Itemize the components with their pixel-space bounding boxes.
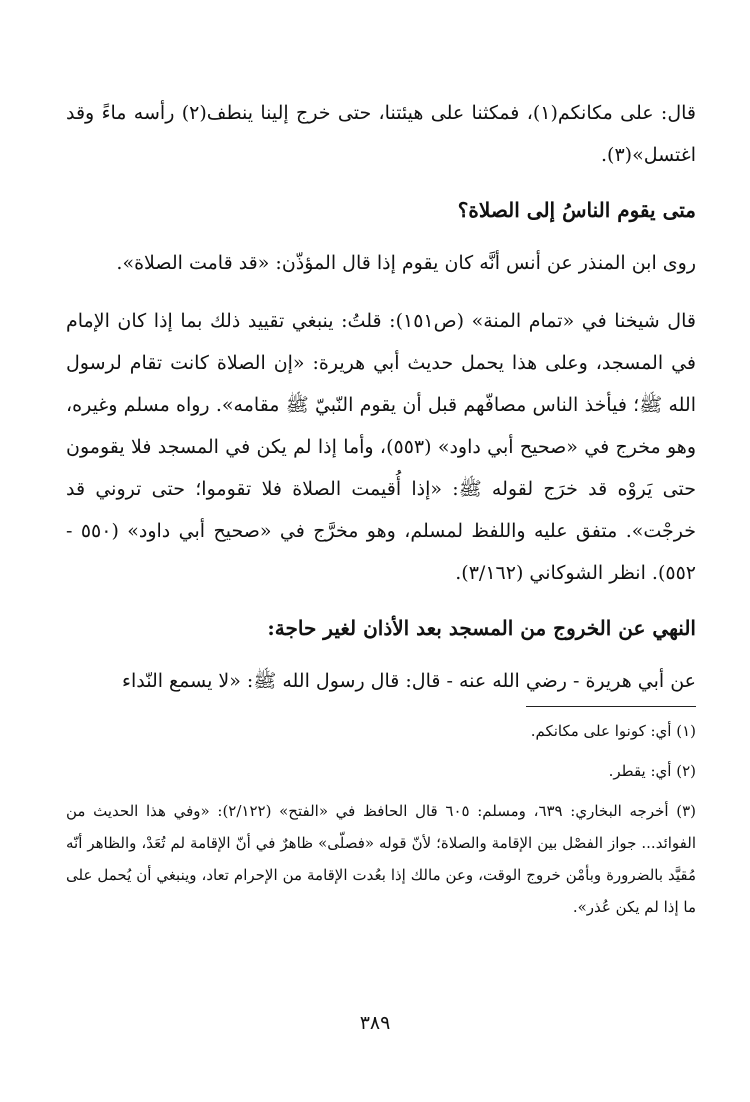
footnote-divider <box>526 706 696 707</box>
paragraph-3 <box>66 300 696 594</box>
footnote-3: (٣) أخرجه البخاري: ٦٣٩، ومسلم: ٦٠٥ قال الحافظ في «الفتح» (٢/١٢٢): «وفي هذا الحديث من الفوائد... جواز الفصْل بين الإقامة والصلاة؛ لأنّ قوله «فصلّى» ظاهرٌ في أنّ الإقامة لم تُعَدْ، والظاهر أنّه مُقيَّد بالضرورة وبأمْن خروج الوقت، وعن مالك إذا بعُدت الإقامة من الإحرام تعاد، وينبغي أن يُحمل على ما إذا لم يكن عُذر». <box>66 802 696 916</box>
paragraph-4 <box>66 660 696 702</box>
footnote-2: (٢) أي: يقطر. <box>608 762 696 780</box>
section-heading-leaving-mosque: النهي عن الخروج من المسجد بعد الأذان لغير حاجة: <box>267 616 696 640</box>
page-body <box>66 92 696 931</box>
page-number: ٣٨٩ <box>359 1012 391 1034</box>
section-heading-prayer-standing: متى يقوم الناسُ إلى الصلاة؟ <box>457 198 696 222</box>
paragraph-2-text: روى ابن المنذر عن أنس أنَّه كان يقوم إذا قال المؤذّن: «قد قامت الصلاة». <box>116 252 696 274</box>
paragraph-1-text: قال: على مكانكم(١)، فمكثنا على هيئتنا، حتى خرج إلينا ينطف(٢) رأسه ماءً وقد اغتسل»(٣). <box>66 102 697 166</box>
paragraph-1 <box>66 92 696 176</box>
paragraph-3-text: قال شيخنا في «تمام المنة» (ص١٥١): قلتُ: ينبغي تقييد ذلك بما إذا كان الإمام في المسجد، وعلى هذا يحمل حديث أبي هريرة: «إن الصلاة كانت تقام لرسول الله ﷺ؛ فيأخذ الناس مصافّهم قبل أن يقوم النّبيّ ﷺ مقامه». رواه مسلم وغيره، وهو مخرج في «صحيح أبي داود» (٥٥٣)، وأما إذا لم يكن في المسجد فلا يقومون حتى يَروْه قد خرَج لقوله ﷺ: «إذا أُقيمت الصلاة فلا تقوموا؛ حتى تروني قد خرجْت». متفق عليه واللفظ لمسلم، وهو مخرَّج في «صحيح أبي داود» (٥٥٠ - ٥٥٢). انظر الشوكاني (٣/١٦٢). <box>66 310 696 584</box>
footnote-1: (١) أي: كونوا على مكانكم. <box>530 722 696 740</box>
paragraph-4-text: عن أبي هريرة - رضي الله عنه - قال: قال رسول الله ﷺ: «لا يسمع النّداء <box>122 670 696 692</box>
paragraph-2 <box>66 242 696 284</box>
